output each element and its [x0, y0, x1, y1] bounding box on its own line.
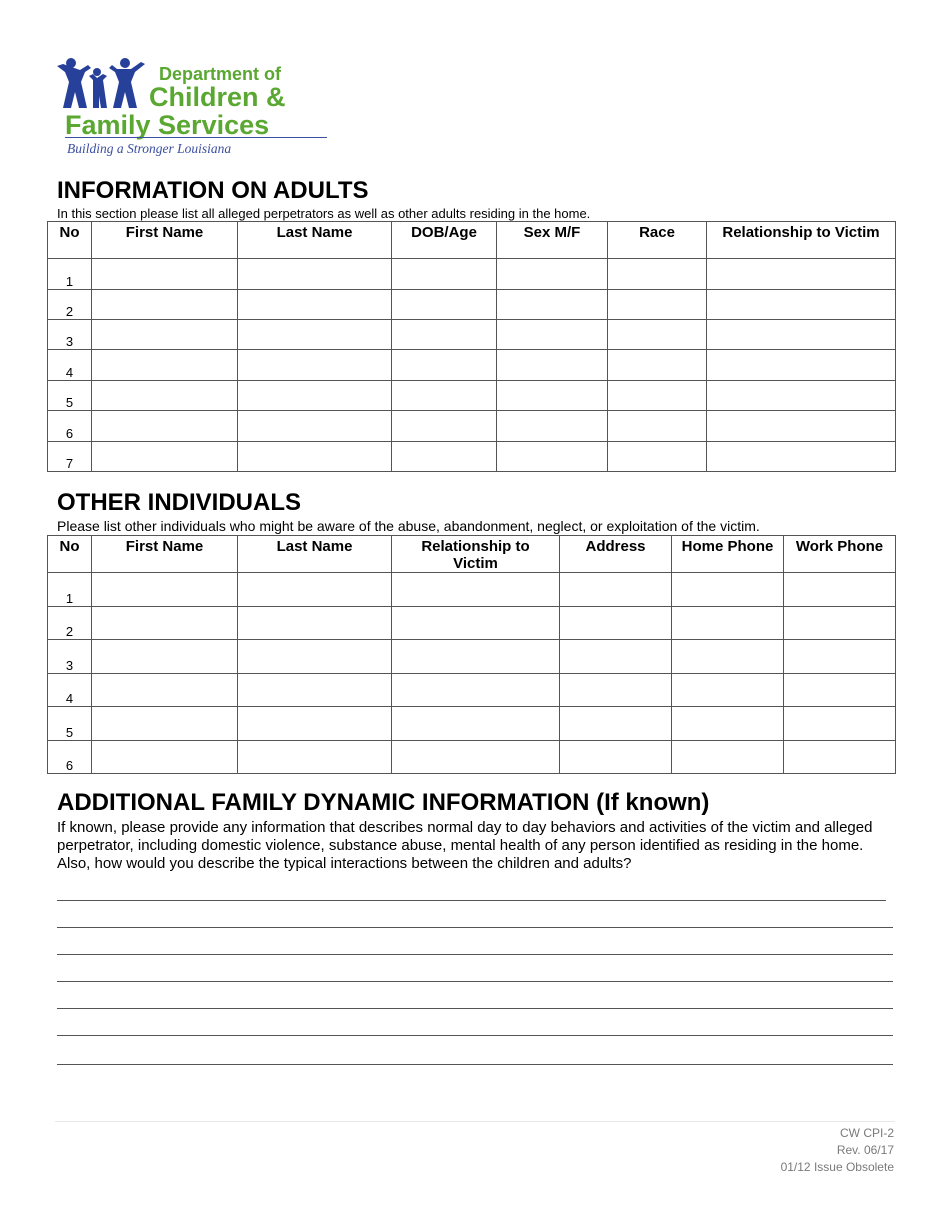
last-name-cell[interactable]	[238, 640, 392, 674]
dob-age-cell[interactable]	[392, 320, 497, 350]
first-name-cell[interactable]	[92, 381, 238, 411]
table-row	[48, 607, 896, 640]
first-name-cell[interactable]	[92, 320, 238, 350]
last-name-cell[interactable]	[238, 741, 392, 774]
sex-cell[interactable]	[497, 259, 608, 290]
sex-cell[interactable]	[497, 350, 608, 381]
col-header-relationship: Relationship to Victim	[392, 536, 560, 573]
last-name-cell[interactable]	[238, 381, 392, 411]
last-name-cell[interactable]	[238, 320, 392, 350]
row-number: 3	[48, 320, 92, 350]
col-header-first-name: First Name	[92, 222, 238, 259]
relationship-cell[interactable]	[707, 411, 896, 442]
work-phone-cell[interactable]	[784, 707, 896, 741]
table-row	[48, 741, 896, 774]
relationship-cell[interactable]	[707, 259, 896, 290]
work-phone-cell[interactable]	[784, 640, 896, 674]
col-header-no: No	[48, 222, 92, 259]
relationship-cell[interactable]	[707, 320, 896, 350]
table-row	[48, 411, 896, 442]
table-row	[48, 573, 896, 607]
others-section-subtitle: Please list other individuals who might be aware of the abuse, abandonment, neglect, or exploitation of the victim.	[57, 518, 760, 534]
address-cell[interactable]	[560, 741, 672, 774]
row-number: 6	[48, 411, 92, 442]
home-phone-cell[interactable]	[672, 674, 784, 707]
logo-line-family-services: Family Services	[65, 110, 270, 140]
answer-line[interactable]	[57, 954, 893, 955]
first-name-cell[interactable]	[92, 411, 238, 442]
sex-cell[interactable]	[497, 290, 608, 320]
first-name-cell[interactable]	[92, 741, 238, 774]
answer-line[interactable]	[57, 900, 886, 901]
last-name-cell[interactable]	[238, 707, 392, 741]
table-row	[48, 707, 896, 741]
table-row	[48, 290, 896, 320]
adults-table	[47, 221, 896, 472]
col-header-no: No	[48, 536, 92, 573]
work-phone-cell[interactable]	[784, 607, 896, 640]
dob-age-cell[interactable]	[392, 290, 497, 320]
last-name-cell[interactable]	[238, 573, 392, 607]
last-name-cell[interactable]	[238, 674, 392, 707]
col-header-first-name: First Name	[92, 536, 238, 573]
answer-line[interactable]	[57, 927, 893, 928]
work-phone-cell[interactable]	[784, 573, 896, 607]
sex-cell[interactable]	[497, 411, 608, 442]
others-header-row	[48, 536, 896, 573]
table-row	[48, 320, 896, 350]
race-cell[interactable]	[608, 411, 707, 442]
dcfs-logo	[55, 52, 335, 160]
col-header-work-phone: Work Phone	[784, 536, 896, 573]
home-phone-cell[interactable]	[672, 607, 784, 640]
row-number: 1	[48, 259, 92, 290]
race-cell[interactable]	[608, 350, 707, 381]
dob-age-cell[interactable]	[392, 259, 497, 290]
relationship-cell[interactable]	[392, 674, 560, 707]
answer-line[interactable]	[57, 981, 893, 982]
first-name-cell[interactable]	[92, 640, 238, 674]
relationship-cell[interactable]	[707, 442, 896, 472]
form-obsolete-note: 01/12 Issue Obsolete	[780, 1160, 894, 1174]
logo-line-children: Children &	[149, 82, 286, 112]
row-number: 7	[48, 442, 92, 472]
col-header-address: Address	[560, 536, 672, 573]
address-cell[interactable]	[560, 573, 672, 607]
last-name-cell[interactable]	[238, 290, 392, 320]
relationship-cell[interactable]	[392, 573, 560, 607]
table-row	[48, 259, 896, 290]
address-cell[interactable]	[560, 607, 672, 640]
table-row	[48, 640, 896, 674]
race-cell[interactable]	[608, 320, 707, 350]
col-header-last-name: Last Name	[238, 222, 392, 259]
col-header-relationship: Relationship to Victim	[707, 222, 896, 259]
work-phone-cell[interactable]	[784, 741, 896, 774]
row-number: 2	[48, 290, 92, 320]
first-name-cell[interactable]	[92, 707, 238, 741]
first-name-cell[interactable]	[92, 259, 238, 290]
dob-age-cell[interactable]	[392, 350, 497, 381]
form-id: CW CPI-2	[840, 1126, 894, 1140]
adults-section-title: INFORMATION ON ADULTS	[57, 177, 369, 204]
answer-line[interactable]	[57, 1035, 893, 1036]
adults-header-row	[48, 222, 896, 259]
last-name-cell[interactable]	[238, 442, 392, 472]
dob-age-cell[interactable]	[392, 381, 497, 411]
last-name-cell[interactable]	[238, 350, 392, 381]
sex-cell[interactable]	[497, 442, 608, 472]
logo-divider	[65, 137, 327, 138]
table-row	[48, 674, 896, 707]
col-header-last-name: Last Name	[238, 536, 392, 573]
answer-line[interactable]	[57, 1064, 893, 1065]
answer-line[interactable]	[57, 1008, 893, 1009]
adults-section-subtitle: In this section please list all alleged perpetrators as well as other adults residing in the home.	[57, 206, 591, 221]
relationship-cell[interactable]	[392, 607, 560, 640]
relationship-cell[interactable]	[707, 381, 896, 411]
last-name-cell[interactable]	[238, 607, 392, 640]
table-row	[48, 350, 896, 381]
table-row	[48, 442, 896, 472]
home-phone-cell[interactable]	[672, 640, 784, 674]
col-header-home-phone: Home Phone	[672, 536, 784, 573]
work-phone-cell[interactable]	[784, 674, 896, 707]
relationship-cell[interactable]	[392, 707, 560, 741]
family-figures-icon	[55, 56, 155, 110]
row-number: 4	[48, 350, 92, 381]
address-cell[interactable]	[560, 640, 672, 674]
race-cell[interactable]	[608, 442, 707, 472]
first-name-cell[interactable]	[92, 290, 238, 320]
relationship-cell[interactable]	[707, 290, 896, 320]
first-name-cell[interactable]	[92, 573, 238, 607]
col-header-dob-age: DOB/Age	[392, 222, 497, 259]
first-name-cell[interactable]	[92, 442, 238, 472]
row-number: 2	[48, 607, 92, 640]
row-number: 3	[48, 640, 92, 674]
dob-age-cell[interactable]	[392, 442, 497, 472]
logo-line-department: Department of	[159, 64, 282, 84]
last-name-cell[interactable]	[238, 259, 392, 290]
race-cell[interactable]	[608, 381, 707, 411]
relationship-cell[interactable]	[392, 640, 560, 674]
relationship-cell[interactable]	[707, 350, 896, 381]
others-table	[47, 535, 896, 774]
sex-cell[interactable]	[497, 320, 608, 350]
row-number: 6	[48, 741, 92, 774]
address-cell[interactable]	[560, 707, 672, 741]
others-section-title: OTHER INDIVIDUALS	[57, 489, 302, 516]
logo-tagline: Building a Stronger Louisiana	[67, 141, 232, 156]
row-number: 4	[48, 674, 92, 707]
first-name-cell[interactable]	[92, 607, 238, 640]
family-section-title: ADDITIONAL FAMILY DYNAMIC INFORMATION (If known)	[57, 789, 710, 816]
table-row	[48, 381, 896, 411]
relationship-cell[interactable]	[392, 741, 560, 774]
home-phone-cell[interactable]	[672, 707, 784, 741]
address-cell[interactable]	[560, 674, 672, 707]
form-revision: Rev. 06/17	[836, 1143, 894, 1157]
row-number: 5	[48, 381, 92, 411]
col-header-sex: Sex M/F	[497, 222, 608, 259]
first-name-cell[interactable]	[92, 350, 238, 381]
footer-divider	[55, 1121, 895, 1122]
race-cell[interactable]	[608, 259, 707, 290]
col-header-race: Race	[608, 222, 707, 259]
last-name-cell[interactable]	[238, 411, 392, 442]
family-section-instructions: If known, please provide any information that describes normal day to day behaviors and activities of the victim and alleged perpetrator, including domestic violence, substance abuse, mental health of any person identified as residing in the home. Also, how would you describe the typical interactions between the children and adults?	[57, 819, 873, 872]
row-number: 5	[48, 707, 92, 741]
dob-age-cell[interactable]	[392, 411, 497, 442]
home-phone-cell[interactable]	[672, 741, 784, 774]
home-phone-cell[interactable]	[672, 573, 784, 607]
first-name-cell[interactable]	[92, 674, 238, 707]
row-number: 1	[48, 573, 92, 607]
sex-cell[interactable]	[497, 381, 608, 411]
race-cell[interactable]	[608, 290, 707, 320]
